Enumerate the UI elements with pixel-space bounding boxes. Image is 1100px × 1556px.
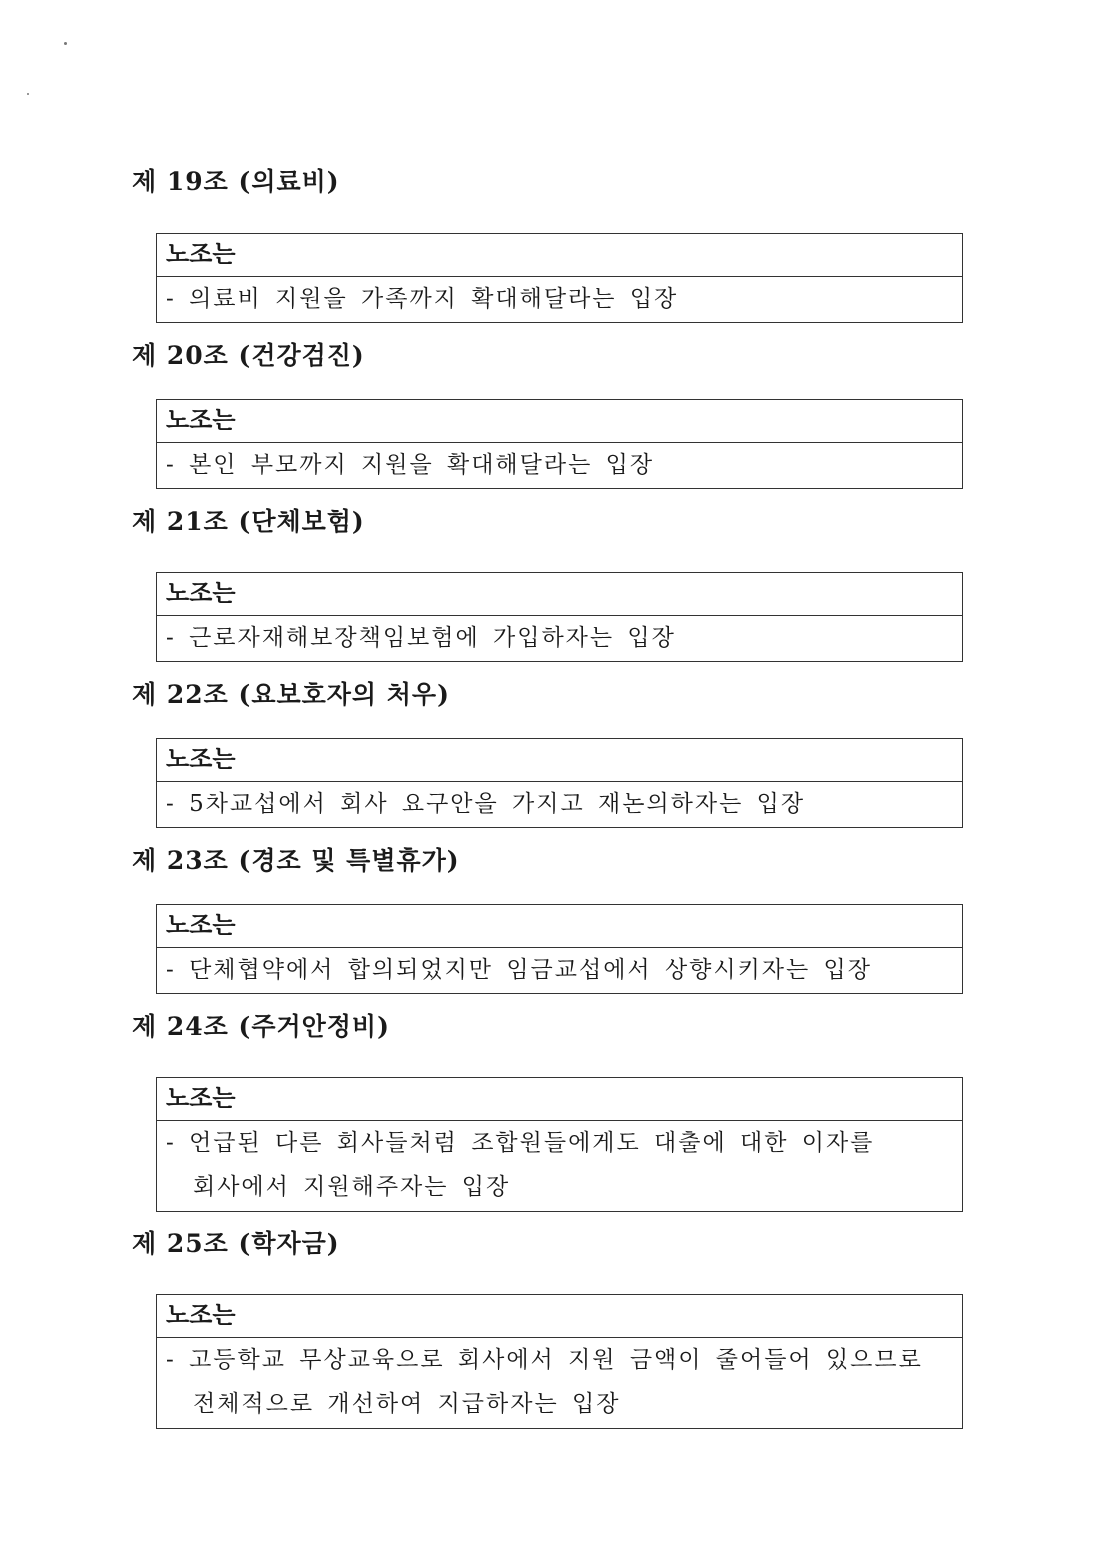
position-text	[157, 277, 962, 321]
union-position-box	[156, 399, 963, 489]
position-line: - 본인 부모까지 지원을 확대해달라는 입장	[166, 452, 655, 478]
position-text	[157, 782, 962, 826]
union-position-box	[156, 233, 963, 323]
position-line: - 고등학교 무상교육으로 회사에서 지원 금액이 줄어들어 있으므로	[166, 1347, 923, 1373]
union-label: 노조는	[157, 905, 962, 948]
position-line-continued: 회사에서 지원해주자는 입장	[193, 1174, 511, 1200]
union-label: 노조는	[157, 573, 962, 616]
union-position-box	[156, 1294, 963, 1429]
position-line: - 단체협약에서 합의되었지만 임금교섭에서 상향시키자는 입장	[166, 957, 872, 983]
position-text	[157, 443, 962, 487]
union-label: 노조는	[157, 1295, 962, 1338]
union-label: 노조는	[157, 739, 962, 782]
position-line: - 5차교섭에서 회사 요구안을 가지고 재논의하자는 입장	[166, 791, 806, 817]
position-line-continued: 전체적으로 개선하여 지급하자는 입장	[193, 1391, 621, 1417]
article-heading: 제 19조 (의료비)	[132, 167, 340, 196]
union-label: 노조는	[157, 234, 962, 277]
position-text	[157, 1338, 962, 1426]
union-label: 노조는	[157, 400, 962, 443]
article-heading: 제 21조 (단체보험)	[132, 507, 365, 536]
article-heading: 제 22조 (요보호자의 처우)	[132, 680, 450, 709]
scan-speck	[64, 42, 67, 45]
union-position-box	[156, 1077, 963, 1212]
position-text	[157, 616, 962, 660]
position-line: - 언급된 다른 회사들처럼 조합원들에게도 대출에 대한 이자를	[166, 1130, 875, 1156]
union-position-box	[156, 572, 963, 662]
position-line: - 근로자재해보장책임보험에 가입하자는 입장	[166, 625, 676, 651]
position-text	[157, 1121, 962, 1209]
article-heading: 제 25조 (학자금)	[132, 1229, 340, 1258]
article-heading: 제 20조 (건강검진)	[132, 341, 365, 370]
article-heading: 제 24조 (주거안정비)	[132, 1012, 390, 1041]
union-position-box	[156, 738, 963, 828]
article-heading: 제 23조 (경조 및 특별휴가)	[132, 846, 460, 875]
position-line: - 의료비 지원을 가족까지 확대해달라는 입장	[166, 286, 679, 312]
union-position-box	[156, 904, 963, 994]
scan-speck	[27, 93, 29, 95]
position-text	[157, 948, 962, 992]
union-label: 노조는	[157, 1078, 962, 1121]
